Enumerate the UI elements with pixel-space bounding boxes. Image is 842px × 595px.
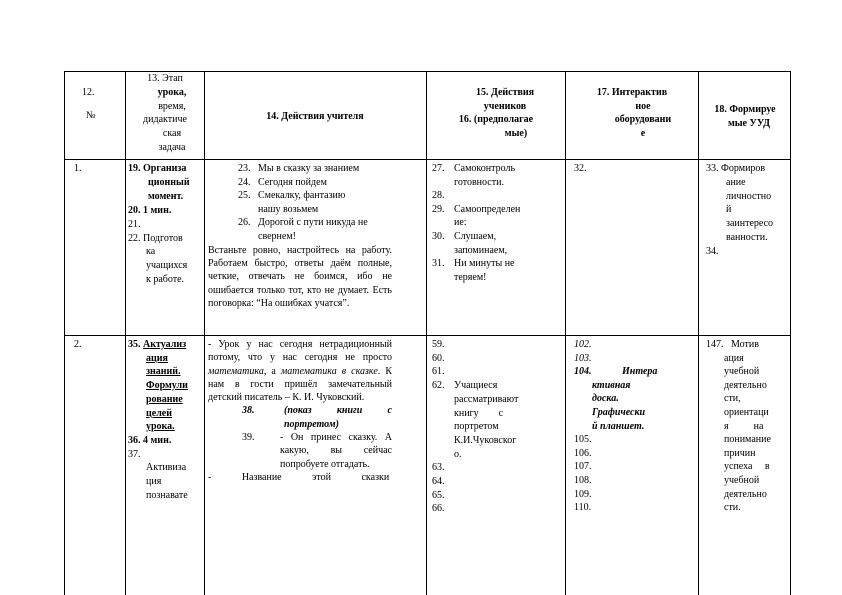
list-item: 59.: [432, 339, 445, 350]
col-divider-1: [125, 71, 126, 595]
teacher-last-line: - Название этой сказки: [208, 471, 390, 483]
list-item: 23. Мы в сказку за знанием: [238, 163, 360, 174]
row2-students: [432, 338, 562, 516]
header-col-number: [66, 86, 124, 123]
header-bottom-line: [64, 159, 791, 160]
list-item: рассматривают: [454, 393, 519, 405]
row1-bottom-line: [64, 335, 791, 336]
teacher-step-38: 38. (показ книги с портретом): [242, 405, 392, 430]
list-item: запоминаем,: [454, 244, 508, 256]
header-col-teacher: 14. Действия учителя: [266, 111, 364, 122]
row2-uud: 147. Мотив ация учебной деятельно сти, ориентаци я на понимание причин успеха в учебной деятельно сти.: [706, 339, 771, 514]
header-col-uud: 18. Формируе мые УУД: [714, 104, 776, 129]
list-item: 25. Смекалку, фантазию: [238, 190, 346, 202]
header-col-students: 15. Действия учеников 16. (предполагае мые): [458, 87, 535, 139]
table-border-right: [790, 71, 791, 595]
row1-students: [432, 162, 562, 284]
row1-teacher: [208, 162, 422, 311]
list-item: 63.: [432, 462, 445, 474]
list-item: 61.: [432, 366, 445, 378]
list-item: книгу с: [454, 407, 504, 419]
header-stage-line2: урока,: [157, 86, 187, 98]
list-item: о.: [454, 448, 462, 460]
col-divider-2: [204, 71, 205, 595]
col-divider-5: [698, 71, 699, 595]
list-item: 30. Слушаем,: [432, 230, 497, 242]
table-border-left: [64, 71, 65, 595]
list-item: 28.: [432, 190, 445, 202]
col-divider-3: [426, 71, 427, 595]
list-item: 66.: [432, 503, 445, 515]
row2-equipment: 102. 103. 104. Интера ктивная доска. Графически й планшет. 105. 106. 107. 108. 109. 110.: [574, 339, 658, 514]
header-stage-line3: время,: [158, 100, 186, 112]
row2-teacher: [208, 338, 392, 484]
list-item: 27. Самоконтроль: [432, 163, 516, 174]
list-item: готовности.: [454, 176, 504, 188]
list-item: 60.: [432, 352, 445, 364]
col-divider-4: [565, 71, 566, 595]
header-stage-line1: 13. Этап: [147, 73, 183, 84]
list-item: свернем!: [258, 230, 296, 242]
list-item: 64.: [432, 476, 445, 488]
header-stage-line6: задача: [158, 141, 186, 153]
list-item: К.И.Чуковског: [454, 434, 517, 446]
list-item: 31. Ни минуты не: [432, 258, 515, 270]
row1-number: 1.: [74, 163, 82, 174]
row1-stage: 19. Организа ционный момент. 20. 1 мин. 21. 22. Подготов ка учащихся к работе.: [128, 163, 190, 286]
row1-equipment: 32.: [574, 163, 587, 174]
list-item: 62. Учащиеся: [432, 380, 498, 392]
teacher-step-39: 39. - Он принес сказку. А какую, вы сейчас попробуете отгадать.: [242, 432, 392, 470]
header-stage-line5: ская: [162, 128, 182, 140]
list-item: нашу возьмем: [258, 203, 319, 215]
list-item: портретом: [454, 421, 499, 433]
header-num: 12.: [82, 87, 95, 98]
list-item: 29. Самоопределен: [432, 203, 521, 215]
list-item: 24. Сегодня пойдем: [238, 176, 327, 188]
header-col-stage: [128, 72, 202, 155]
header-num-sign: №: [86, 110, 96, 122]
list-item: 26. Дорогой с пути никуда не: [238, 217, 368, 229]
header-stage-line4: дидактиче: [143, 114, 187, 126]
teacher-instructions: Встаньте ровно, настройтесь на работу. Работаем быстро, ответы даём полные, четкие, отвечать не боимся, ибо не ошибается только тот, кто не думает. Есть поговорка: “На ошибках учатся”.: [208, 244, 392, 310]
header-col-equipment: 17. Интерактив ное оборудовани е: [596, 87, 672, 139]
row1-uud: 33. Формиров ание личностно й заинтересо ванности. 34.: [706, 163, 774, 257]
teacher-intro-text: - Урок у нас сегодня нетрадиционный потому, что у нас сегодня не просто математика, а математика в сказке. К нам в гости пришёл замечательный детский писатель – К. И. Чуковский.: [208, 339, 392, 404]
row2-number: 2.: [74, 339, 82, 350]
list-item: 65.: [432, 489, 445, 501]
poem-list: [208, 162, 422, 244]
list-item: ие:: [454, 217, 467, 229]
row2-stage: 35. Актуализ ация знаний. Формули рование целей урока. 36. 4 мин. 37. Активиза ция познавате: [128, 339, 188, 501]
list-item: теряем!: [454, 271, 487, 283]
